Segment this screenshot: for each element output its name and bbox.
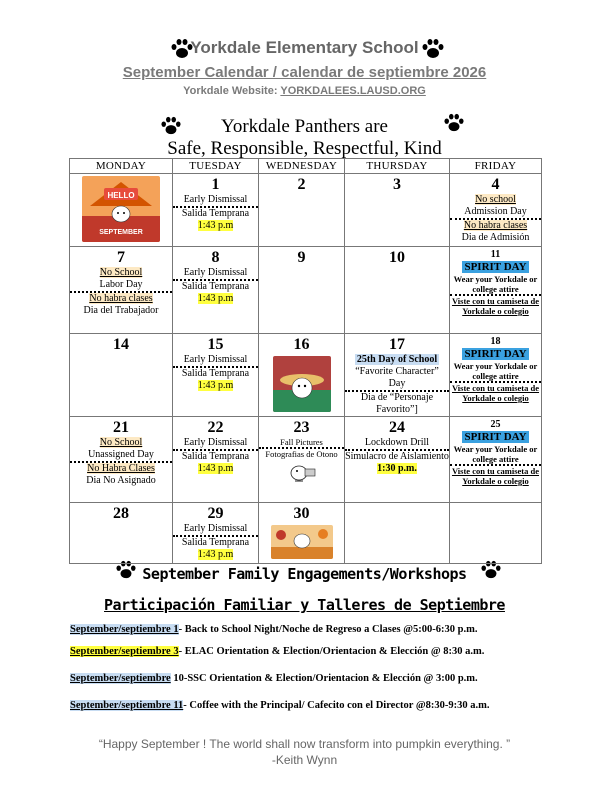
calendar-day (259, 503, 345, 564)
website-label: Yorkdale Website: (183, 85, 278, 97)
event-date: September/septiembre 11 (70, 700, 184, 711)
day-number: 21 (113, 419, 129, 436)
day-number: 16 (293, 336, 310, 353)
calendar-day (70, 334, 173, 417)
day-event: Early Dismissal (173, 437, 258, 451)
calendar-day (450, 334, 542, 417)
day-event: Wear your Yorkdale or college attire (450, 444, 541, 466)
day-time: 1:43 p.m (197, 549, 234, 560)
svg-text:SEPTEMBER: SEPTEMBER (99, 229, 143, 236)
calendar-cell-blank (345, 503, 450, 564)
day-event: Viste con tu camiseta de Yorkdale o colegio (451, 466, 540, 486)
day-number: 22 (207, 419, 224, 436)
day-number: 4 (491, 176, 500, 193)
weekday-header: MONDAY (70, 159, 173, 174)
event-text: - Back to School Night/Noche de Regreso a Clases @5:00-6:30 p.m. (178, 624, 478, 635)
motto-line-2: Safe, Responsible, Respectful, Kind (167, 138, 442, 159)
day-number: 9 (297, 249, 306, 266)
hello-september-image (82, 176, 160, 242)
day-event: Salida Temprana (181, 451, 250, 462)
day-event: Salida Temprana (181, 537, 250, 548)
day-event: Dia de “Personaje Favorito”] (360, 392, 434, 415)
weekday-header: FRIDAY (450, 159, 542, 174)
event-item (70, 673, 478, 684)
day-event: Simulacro de Aislamiento (345, 451, 449, 462)
event-text: 10-SSC Orientation & Election/Orientacion & Elección @ 3:00 p.m. (170, 673, 478, 684)
calendar-day (450, 174, 542, 247)
day-event: Dia de Admisión (461, 232, 530, 243)
calendar-day (173, 247, 259, 334)
calendar-day (173, 417, 259, 503)
day-time: 1:30 p.m. (377, 463, 417, 474)
calendar-cell-blank (70, 174, 173, 247)
calendar-day (345, 417, 450, 503)
day-time: 1:43 p.m (197, 220, 234, 231)
calendar-title: September Calendar / calendar de septiembre 2026 (122, 64, 487, 81)
day-number: 30 (293, 505, 310, 522)
day-event: Viste con tu camiseta de Yorkdale o colegio (451, 383, 540, 403)
school-name: Yorkdale Elementary School (190, 38, 419, 57)
day-event: Wear your Yorkdale or college attire (450, 274, 541, 296)
day-event: Early Dismissal (173, 523, 258, 537)
day-number: 15 (207, 336, 224, 353)
weekday-header: WEDNESDAY (259, 159, 345, 174)
calendar-day (450, 417, 542, 503)
day-event: No Habra Clases (87, 463, 155, 474)
day-event: No School (99, 437, 143, 448)
day-event: Salida Temprana (181, 281, 250, 292)
weekday-header: THURSDAY (345, 159, 450, 174)
event-item (70, 700, 489, 711)
event-text: - Coffee with the Principal/ Cafecito con el Director @8:30-9:30 a.m. (183, 700, 490, 711)
day-time: 1:43 p.m (197, 380, 234, 391)
calendar-day (173, 174, 259, 247)
day-event: “Favorite Character” Day (345, 366, 449, 392)
day-event: Dia No Asignado (86, 475, 156, 486)
day-event: Viste con tu camiseta de Yorkdale o colegio (451, 296, 540, 316)
day-number: 11 (490, 249, 501, 260)
day-number: 8 (211, 249, 220, 266)
day-number: 14 (113, 336, 129, 353)
day-event: 25th Day of School (356, 354, 438, 365)
snoopy-camera-image (285, 461, 319, 487)
snoopy-mexico-image (273, 356, 331, 412)
day-number: 29 (207, 505, 224, 522)
day-event: Early Dismissal (173, 267, 258, 281)
calendar-day (345, 174, 450, 247)
day-number: 23 (293, 419, 310, 436)
family-engagement-title: September Family Engagements/Workshops (142, 565, 467, 583)
day-event: No school (475, 194, 516, 205)
spirit-day-badge: SPIRIT DAY (464, 431, 527, 443)
day-event: No habra clases (463, 220, 528, 231)
calendar-day (259, 247, 345, 334)
family-engagement-title-es: Participación Familiar y Talleres de Septiembre (104, 596, 505, 614)
day-number: 1 (211, 176, 220, 193)
day-number: 28 (113, 505, 129, 522)
weekday-header: TUESDAY (173, 159, 259, 174)
calendar-day (173, 503, 259, 564)
day-event: Labor Day (70, 279, 172, 293)
day-event: No School (99, 267, 143, 278)
quote-text: “Happy September ! The world shall now transform into pumpkin everything. ” (98, 737, 511, 751)
calendar-day (259, 334, 345, 417)
motto-line-1: Yorkdale Panthers are (221, 116, 388, 137)
day-event: Early Dismissal (173, 194, 258, 208)
event-date: September/septiembre 1 (70, 624, 179, 635)
calendar-cell-blank (450, 503, 542, 564)
day-event: Dia del Trabajador (83, 305, 159, 316)
day-time: 1:43 p.m (197, 463, 234, 474)
day-number: 17 (389, 336, 405, 353)
svg-text:HELLO: HELLO (107, 191, 135, 200)
day-event: Admission Day (450, 206, 541, 220)
calendar-day (450, 247, 542, 334)
calendar-day (345, 334, 450, 417)
calendar-day (173, 334, 259, 417)
day-event: Lockdown Drill (345, 437, 449, 451)
website-line (0, 85, 609, 97)
day-time: 1:43 p.m (197, 293, 234, 304)
day-number: 25 (490, 419, 501, 430)
day-number: 18 (490, 336, 501, 347)
day-event: Wear your Yorkdale or college attire (450, 361, 541, 383)
day-event: Fall Pictures (259, 437, 344, 449)
calendar-day (259, 417, 345, 503)
day-number: 24 (389, 419, 405, 436)
calendar-day (259, 174, 345, 247)
day-event: Fotografias de Otono (265, 449, 338, 459)
event-item (70, 624, 477, 635)
calendar-day (70, 417, 173, 503)
event-item (70, 646, 484, 657)
snoopy-autumn-image (271, 525, 333, 559)
day-event: Salida Temprana (181, 208, 250, 219)
quote-author: -Keith Wynn (271, 753, 338, 767)
day-event: Unassigned Day (70, 449, 172, 463)
website-link[interactable]: YORKDALEES.LAUSD.ORG (280, 85, 426, 97)
day-event: Early Dismissal (173, 354, 258, 368)
event-date: September/septiembre 3 (70, 646, 179, 657)
calendar-day (70, 503, 173, 564)
spirit-day-badge: SPIRIT DAY (464, 261, 527, 273)
day-event: No habra clases (89, 293, 153, 304)
event-text: - ELAC Orientation & Election/Orientacion & Elección @ 8:30 a.m. (178, 646, 485, 657)
spirit-day-badge: SPIRIT DAY (464, 348, 527, 360)
day-event: Salida Temprana (181, 368, 250, 379)
calendar-day (345, 247, 450, 334)
calendar-table (69, 158, 542, 564)
day-number: 10 (389, 249, 405, 266)
day-number: 3 (393, 176, 401, 193)
day-number: 2 (297, 176, 306, 193)
event-date: September/septiembre (70, 673, 171, 684)
calendar-day (70, 247, 173, 334)
day-number: 7 (117, 249, 125, 266)
